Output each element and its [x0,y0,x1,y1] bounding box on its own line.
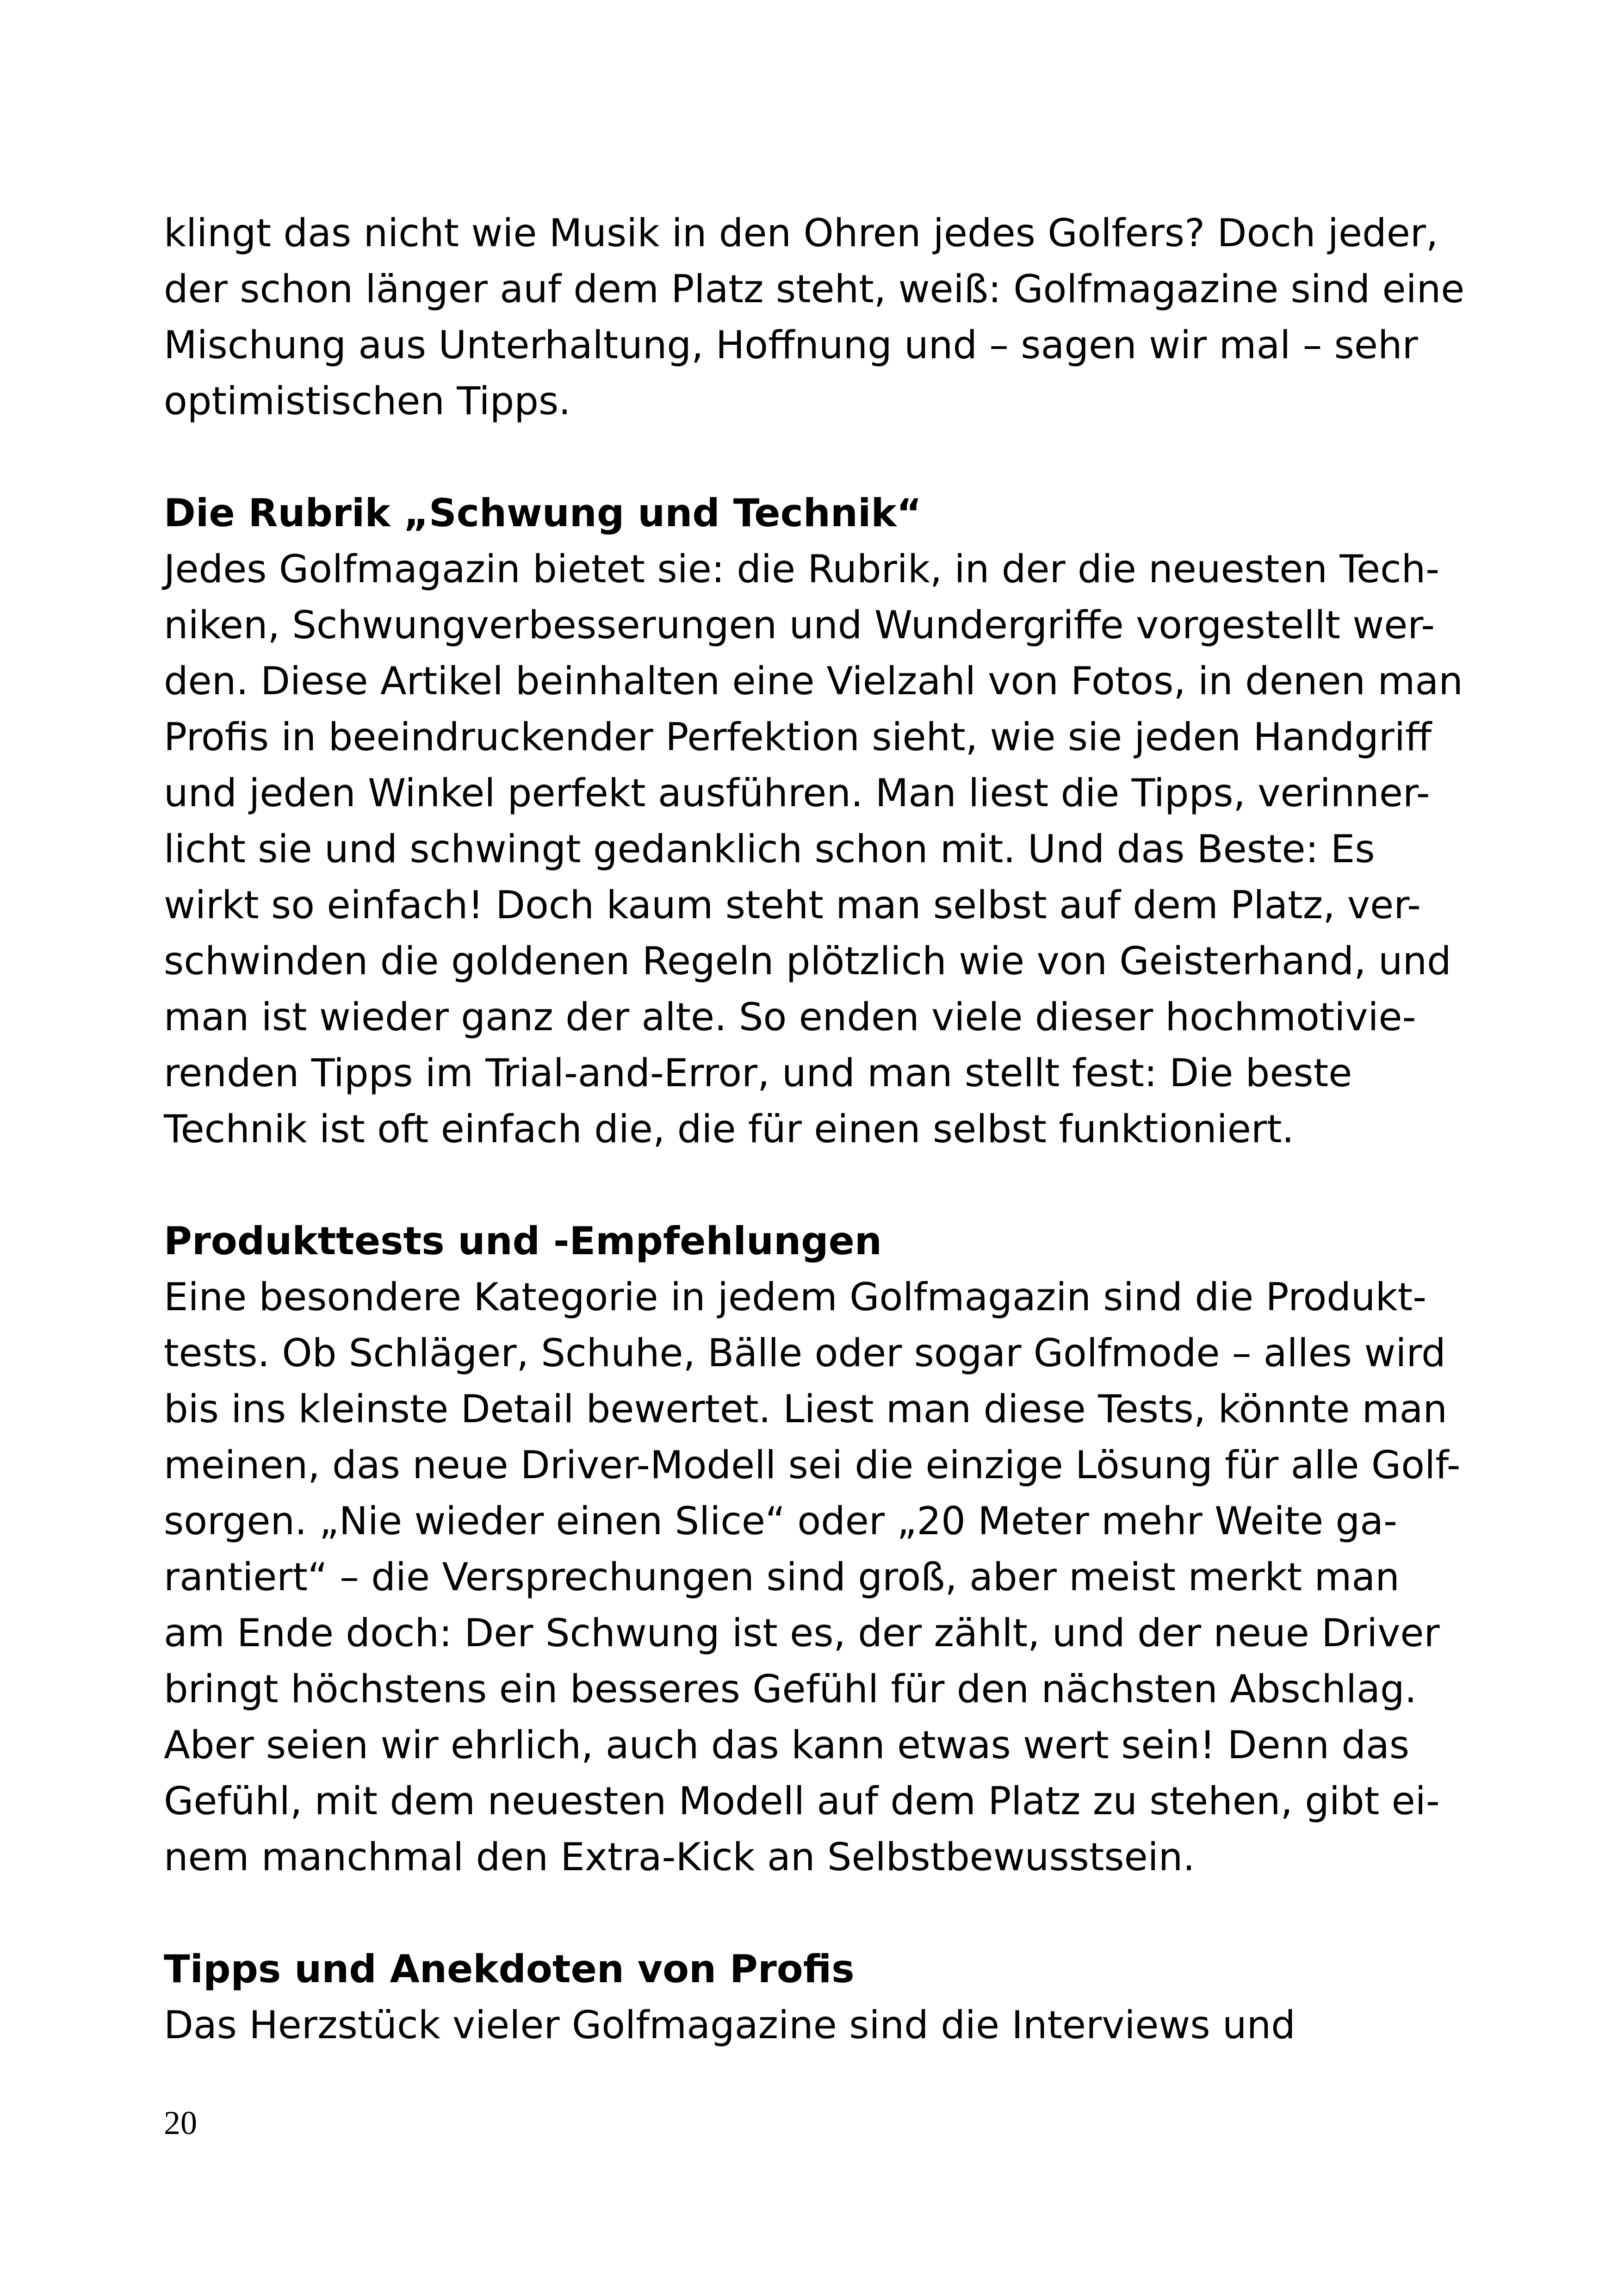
text-line: Aber seien wir ehrlich, auch das kann etwas wert sein! Denn das [164,1723,1410,1767]
intro-paragraph [164,205,1465,429]
section-tipps-und-anekdoten [164,1941,1455,2053]
section-heading: Die Rubrik „Schwung und Technik“ [164,491,922,535]
text-line: Technik ist oft einfach die, die für einen selbst funktioniert. [164,1107,1294,1151]
text-line: und jeden Winkel perfekt ausführen. Man liest die Tipps, verinner- [164,771,1430,815]
text-line: wirkt so einfach! Doch kaum steht man selbst auf dem Platz, ver- [164,883,1421,927]
text-line: Eine besondere Kategorie in jedem Golfmagazin sind die Produkt- [164,1275,1427,1319]
text-line: Jedes Golfmagazin bietet sie: die Rubrik, in der die neuesten Tech- [164,547,1440,591]
text-line: licht sie und schwingt gedanklich schon mit. Und das Beste: Es [164,827,1375,871]
page-number: 20 [164,2104,197,2141]
page-content [164,205,1465,2053]
section-heading: Produkttests und -Empfehlungen [164,1219,882,1263]
text-line: rantiert“ – die Versprechungen sind groß, aber meist merkt man [164,1555,1400,1599]
text-line: schwinden die goldenen Regeln plötzlich wie von Geisterhand, und [164,939,1451,983]
text-line: Das Herzstück vieler Golfmagazine sind die Interviews und [164,2003,1296,2047]
text-line: man ist wieder ganz der alte. So enden viele dieser hochmotivie- [164,995,1416,1039]
text-line: optimistischen Tipps. [164,379,571,423]
text-line: meinen, das neue Driver-Modell sei die einzige Lösung für alle Golf- [164,1443,1461,1487]
text-line: Mischung aus Unterhaltung, Hoffnung und – sagen wir mal – sehr [164,323,1418,367]
text-line: der schon länger auf dem Platz steht, weiß: Golfmagazine sind eine [164,267,1465,311]
paragraph-gap [164,1157,1455,1213]
paragraph-gap [164,1885,1455,1941]
text-line: Gefühl, mit dem neuesten Modell auf dem Platz zu stehen, gibt ei- [164,1779,1440,1823]
text-line: bringt höchstens ein besseres Gefühl für den nächsten Abschlag. [164,1667,1417,1711]
text-line: renden Tipps im Trial-and-Error, und man stellt fest: Die beste [164,1051,1352,1095]
section-produkttests [164,1213,1461,1885]
section-heading: Tipps und Anekdoten von Profis [164,1947,855,1991]
section-schwung-und-technik [164,485,1463,1157]
text-line: klingt das nicht wie Musik in den Ohren jedes Golfers? Doch jeder, [164,211,1438,255]
text-line: Profis in beeindruckender Perfektion sieht, wie sie jeden Handgriff [164,715,1432,759]
text-line: tests. Ob Schläger, Schuhe, Bälle oder sogar Golfmode – alles wird [164,1331,1446,1375]
text-line: den. Diese Artikel beinhalten eine Vielzahl von Fotos, in denen man [164,659,1463,703]
text-line: nem manchmal den Extra-Kick an Selbstbewusstsein. [164,1835,1195,1879]
text-line: bis ins kleinste Detail bewertet. Liest man diese Tests, könnte man [164,1387,1447,1431]
paragraph-gap [164,429,1455,485]
text-line: am Ende doch: Der Schwung ist es, der zählt, und der neue Driver [164,1611,1440,1655]
text-line: niken, Schwungverbesserungen und Wundergriffe vorgestellt wer- [164,603,1435,647]
text-line: sorgen. „Nie wieder einen Slice“ oder „20 Meter mehr Weite ga- [164,1499,1398,1543]
